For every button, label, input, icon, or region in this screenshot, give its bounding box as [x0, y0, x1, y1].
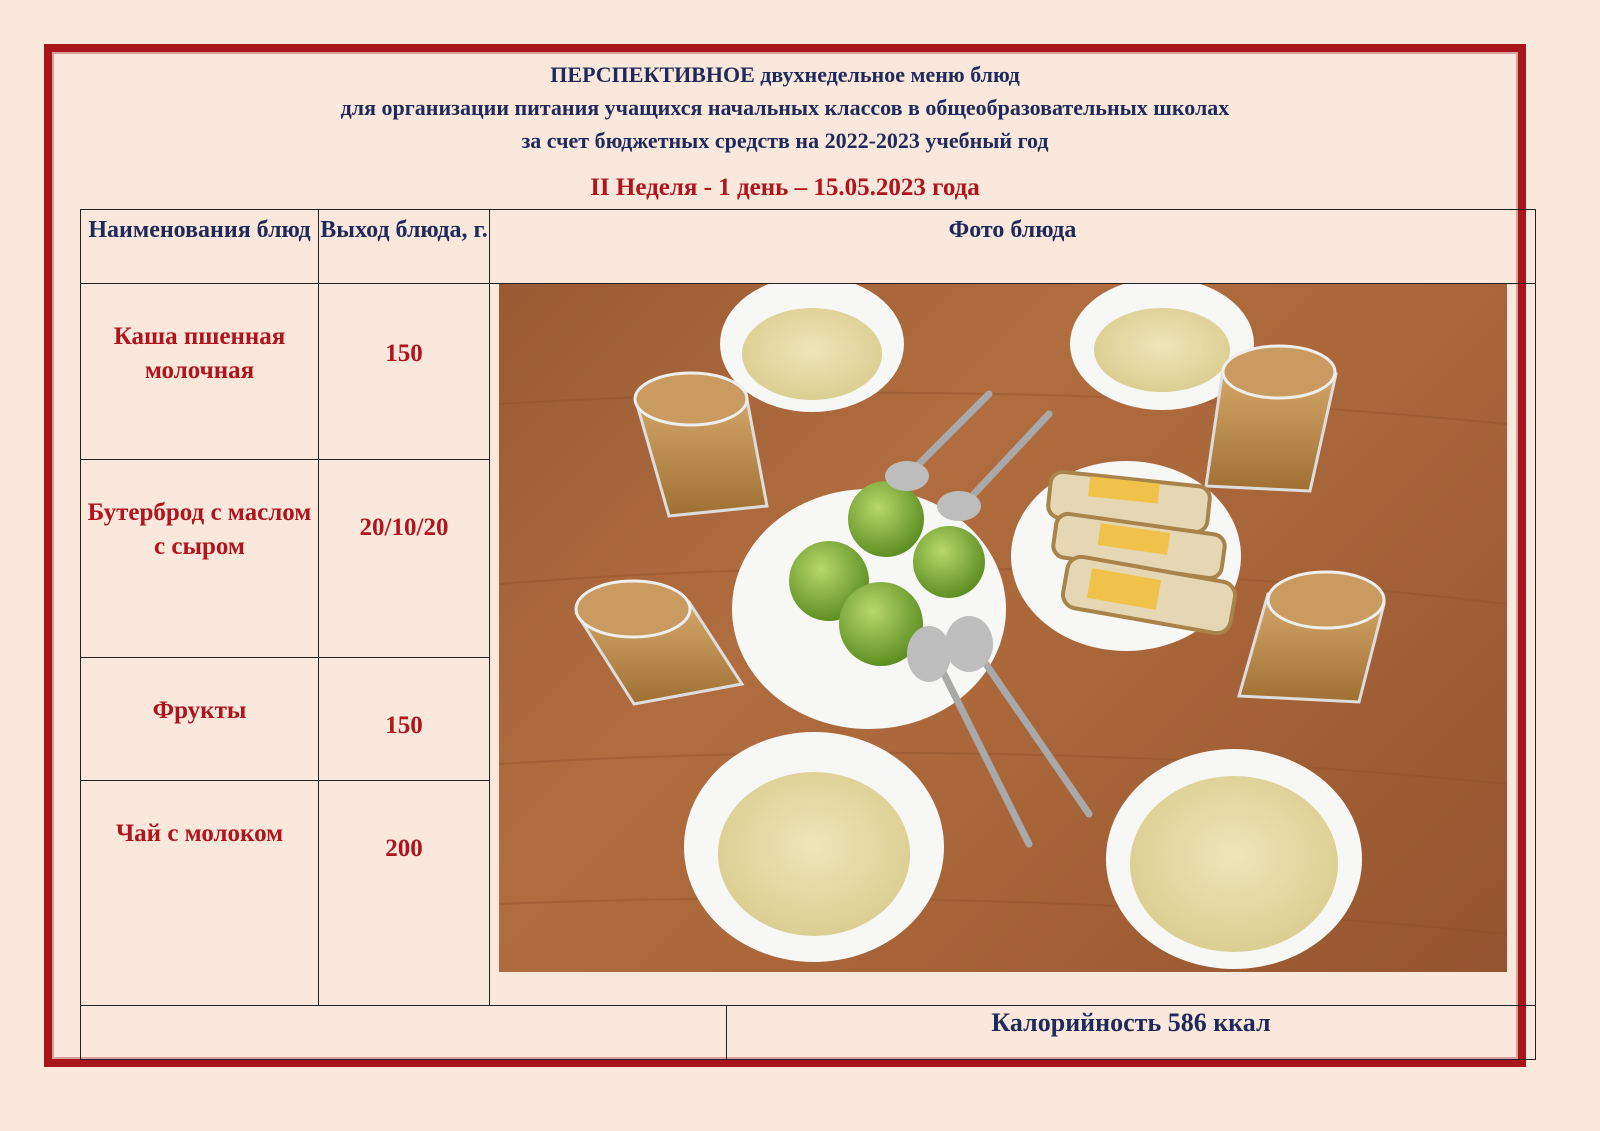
dish-name: Бутерброд с маслом с сыром — [81, 459, 319, 657]
dish-yield: 20/10/20 — [319, 459, 490, 657]
header-line-1: ПЕРСПЕКТИВНОЕ двухнедельное меню блюд — [550, 62, 1020, 87]
dish-yield: 200 — [319, 781, 490, 1005]
glass — [576, 581, 742, 704]
header-yield: Выход блюда, г. — [319, 210, 490, 284]
header-line-2: для организации питания учащихся начальных классов в общеобразовательных школах — [340, 95, 1230, 120]
table-setting-illustration — [499, 284, 1507, 972]
header-dish-names: Наименования блюд — [81, 210, 319, 284]
dish-name: Фрукты — [81, 657, 319, 781]
dish-name: Чай с молоком — [81, 781, 319, 1005]
dish-yield: 150 — [319, 283, 490, 459]
plate-with-sandwiches — [1011, 461, 1241, 651]
header-photo: Фото блюда — [490, 210, 1536, 284]
photo-cell — [490, 283, 1536, 1005]
calories-empty-cell — [81, 1005, 727, 1059]
dish-photo — [499, 284, 1507, 972]
document-header — [52, 58, 1518, 157]
calories-value: Калорийность 586 ккал — [727, 1005, 1536, 1059]
calories-row — [81, 1005, 1536, 1059]
glass — [635, 373, 767, 516]
bowl-bottom-right — [1106, 749, 1362, 969]
glass — [1239, 572, 1384, 702]
table-row — [81, 283, 1536, 459]
bowl-bottom-left — [684, 732, 944, 962]
header-line-3: за счет бюджетных средств на 2022-2023 учебный год — [521, 128, 1049, 153]
glass — [1206, 346, 1336, 491]
dish-name: Каша пшенная молочная — [81, 283, 319, 459]
dish-yield: 150 — [319, 657, 490, 781]
table-header-row — [81, 210, 1536, 284]
menu-table — [80, 209, 1536, 1060]
week-day-line: II Неделя - 1 день – 15.05.2023 года — [590, 174, 980, 201]
